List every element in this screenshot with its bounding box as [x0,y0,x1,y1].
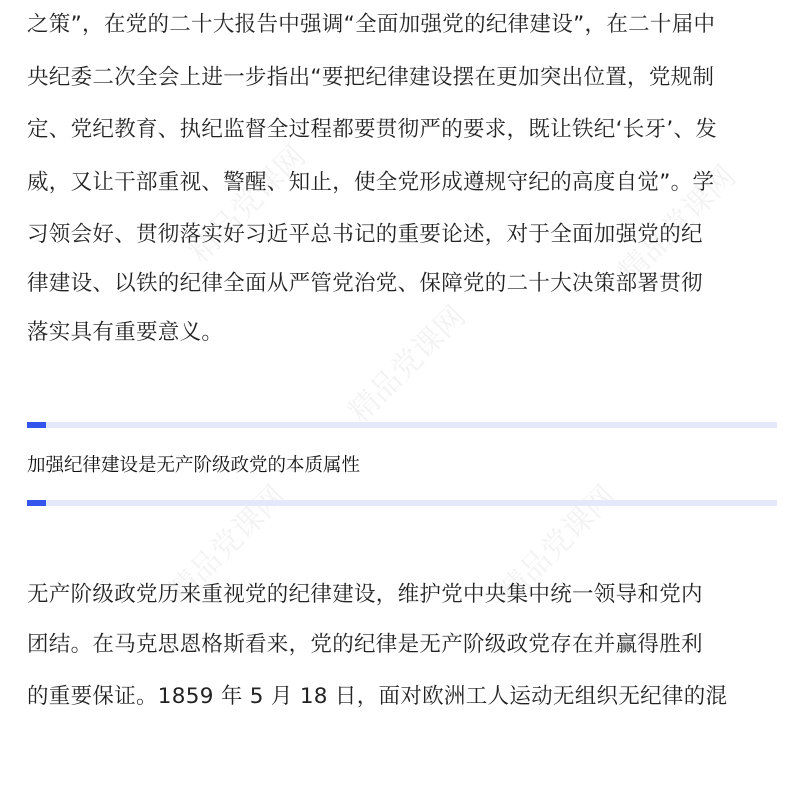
text-line: 的重要保证。1859 年 5 月 18 日，面对欧洲工人运动无组织无纪律的混 [27,684,728,709]
section-divider-bottom [27,500,777,506]
section-divider-top [27,422,777,428]
divider-accent [27,500,46,506]
text-line: 律建设、以铁的纪律全面从严管党治党、保障党的二十大决策部署贯彻 [27,271,703,296]
section-heading: 加强纪律建设是无产阶级政党的本质属性 [27,455,361,476]
text-line: 无产阶级政党历来重视党的纪律建设，维护党中央集中统一领导和党内 [27,582,703,607]
watermark: 精品党课网 [182,139,313,270]
text-line: 习领会好、贯彻落实好习近平总书记的重要论述，对于全面加强党的纪 [27,222,703,247]
watermark: 精品党课网 [492,479,623,610]
text-line: 落实具有重要意义。 [27,320,224,345]
text-line: 央纪委二次全会上进一步指出“要把纪律建设摆在更加突出位置，党规制 [27,65,715,90]
text-line: 威，又让干部重视、警醒、知止，使全党形成遵规守纪的高度自觉”。学 [27,170,715,195]
watermark: 精品党课网 [342,299,473,430]
divider-accent [27,422,46,428]
watermark: 精品党课网 [612,159,743,290]
watermark: 精品党课网 [162,479,293,610]
text-line: 之策”，在党的二十大报告中强调“全面加强党的纪律建设”，在二十届中 [27,12,716,37]
text-line: 定、党纪教育、执纪监督全过程都要贯彻严的要求，既让铁纪‘长牙’、发 [27,117,718,142]
text-line: 团结。在马克思恩格斯看来，党的纪律是无产阶级政党存在并赢得胜利 [27,632,703,657]
